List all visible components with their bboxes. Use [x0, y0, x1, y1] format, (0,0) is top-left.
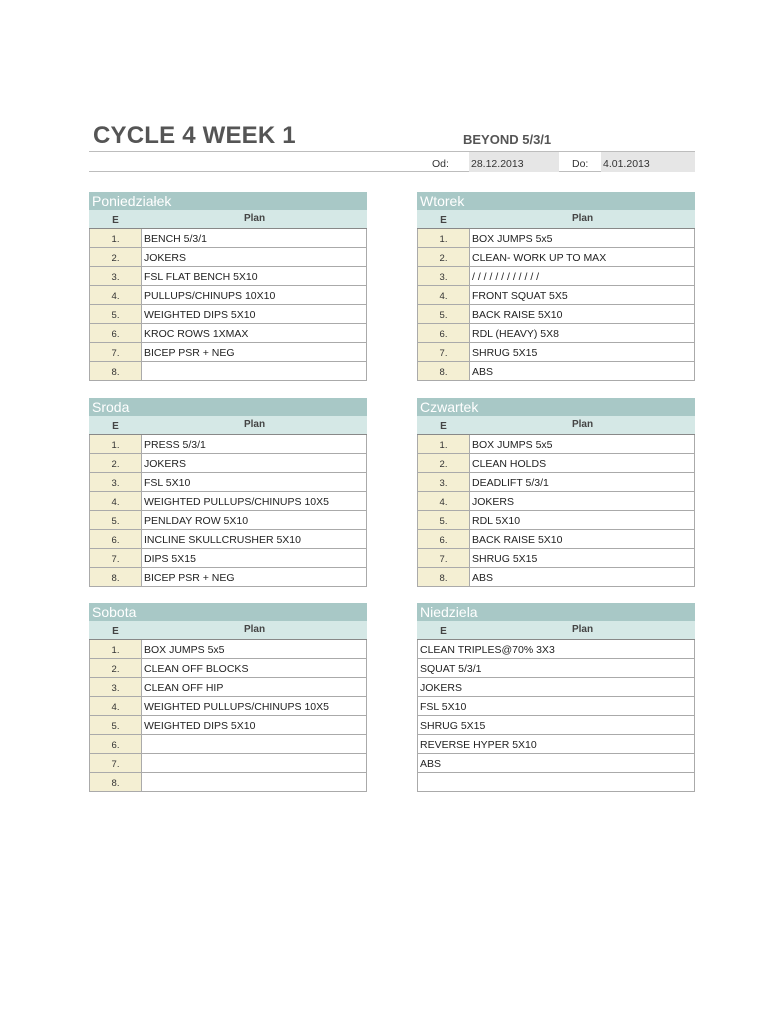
plan-cell[interactable]: PENLDAY ROW 5X10: [142, 511, 367, 529]
row-number-cell[interactable]: 7.: [89, 549, 142, 567]
row-number-cell[interactable]: 5.: [89, 305, 142, 323]
column-header-plan: Plan: [571, 624, 594, 635]
row-number-cell[interactable]: 5.: [89, 716, 142, 734]
plan-cell[interactable]: CLEAN TRIPLES@70% 3X3: [417, 640, 695, 658]
plan-cell[interactable]: ABS: [470, 568, 695, 586]
row-number-cell[interactable]: 1.: [89, 435, 142, 453]
table-row: [89, 530, 367, 549]
column-header-plan: Plan: [243, 624, 266, 635]
table-row: [89, 267, 367, 286]
plan-cell[interactable]: [417, 773, 695, 791]
plan-cell[interactable]: DIPS 5X15: [142, 549, 367, 567]
column-header-e: E: [440, 215, 447, 226]
row-number-cell[interactable]: 1.: [89, 229, 142, 247]
plan-cell[interactable]: JOKERS: [417, 678, 695, 696]
table-row: [417, 678, 695, 697]
table-row: [89, 286, 367, 305]
column-header-plan: Plan: [571, 213, 594, 224]
day-name-header: Wtorek: [417, 192, 695, 210]
row-number-cell[interactable]: 3.: [417, 267, 470, 285]
day-name-header: Sroda: [89, 398, 367, 416]
table-row: [89, 324, 367, 343]
plan-cell[interactable]: SQUAT 5/3/1: [417, 659, 695, 677]
table-row: [89, 492, 367, 511]
column-header-row: [89, 416, 367, 435]
table-row: [417, 511, 695, 530]
row-number-cell[interactable]: 3.: [89, 267, 142, 285]
plan-cell[interactable]: WEIGHTED DIPS 5X10: [142, 716, 367, 734]
day-block-tuesday: [417, 192, 695, 381]
table-row: [89, 511, 367, 530]
date-range-row: [89, 152, 695, 172]
table-row: [417, 229, 695, 248]
row-number-cell[interactable]: 2.: [89, 454, 142, 472]
table-row: [417, 568, 695, 587]
start-date-value[interactable]: 28.12.2013: [469, 152, 559, 172]
end-date-value[interactable]: 4.01.2013: [601, 152, 695, 172]
row-number-cell[interactable]: 7.: [417, 549, 470, 567]
column-header-plan: Plan: [243, 419, 266, 430]
table-row: [89, 659, 367, 678]
plan-cell[interactable]: BENCH 5/3/1: [142, 229, 367, 247]
plan-cell[interactable]: / / / / / / / / / / / /: [470, 267, 695, 285]
row-number-cell[interactable]: 5.: [417, 305, 470, 323]
row-number-cell[interactable]: 6.: [89, 530, 142, 548]
plan-cell[interactable]: WEIGHTED PULLUPS/CHINUPS 10X5: [142, 492, 367, 510]
plan-cell[interactable]: RDL (HEAVY) 5X8: [470, 324, 695, 342]
plan-cell[interactable]: FSL 5X10: [142, 473, 367, 491]
plan-cell[interactable]: [142, 754, 367, 772]
table-row: [89, 549, 367, 568]
plan-cell[interactable]: BACK RAISE 5X10: [470, 530, 695, 548]
table-row: [417, 435, 695, 454]
table-row: [417, 473, 695, 492]
plan-cell[interactable]: BACK RAISE 5X10: [470, 305, 695, 323]
table-row: [417, 248, 695, 267]
table-row: [89, 473, 367, 492]
plan-cell[interactable]: INCLINE SKULLCRUSHER 5X10: [142, 530, 367, 548]
start-date-label: Od:: [432, 158, 449, 170]
column-header-plan: Plan: [243, 213, 266, 224]
row-number-cell[interactable]: 5.: [417, 511, 470, 529]
row-number-cell[interactable]: 8.: [89, 362, 142, 380]
day-name-header: Czwartek: [417, 398, 695, 416]
day-block-thursday: [417, 398, 695, 587]
table-row: [417, 754, 695, 773]
plan-cell[interactable]: [142, 735, 367, 753]
row-number-cell[interactable]: 1.: [89, 640, 142, 658]
plan-cell[interactable]: KROC ROWS 1XMAX: [142, 324, 367, 342]
plan-cell[interactable]: CLEAN- WORK UP TO MAX: [470, 248, 695, 266]
day-block-monday: [89, 192, 367, 381]
row-number-cell[interactable]: 4.: [417, 492, 470, 510]
day-block-wednesday: [89, 398, 367, 587]
day-name-header: Niedziela: [417, 603, 695, 621]
table-row: [89, 305, 367, 324]
column-header-row: [417, 210, 695, 229]
table-row: [417, 343, 695, 362]
row-number-cell[interactable]: 5.: [89, 511, 142, 529]
table-row: [417, 305, 695, 324]
plan-cell[interactable]: ABS: [417, 754, 695, 772]
day-block-saturday: [89, 603, 367, 792]
plan-cell[interactable]: JOKERS: [142, 248, 367, 266]
column-header-e: E: [440, 626, 447, 637]
row-number-cell[interactable]: 8.: [89, 568, 142, 586]
column-header-plan: Plan: [571, 419, 594, 430]
table-row: [89, 697, 367, 716]
table-row: [89, 454, 367, 473]
column-header-e: E: [112, 421, 119, 432]
row-number-cell[interactable]: 8.: [89, 773, 142, 791]
plan-cell[interactable]: BOX JUMPS 5x5: [142, 640, 367, 658]
day-name-header: Sobota: [89, 603, 367, 621]
row-number-cell[interactable]: 4.: [89, 492, 142, 510]
column-header-row: [417, 621, 695, 640]
table-row: [89, 773, 367, 792]
plan-cell[interactable]: PRESS 5/3/1: [142, 435, 367, 453]
row-number-cell[interactable]: 7.: [417, 343, 470, 361]
plan-cell[interactable]: JOKERS: [142, 454, 367, 472]
plan-cell[interactable]: [142, 362, 367, 380]
row-number-cell[interactable]: 2.: [417, 454, 470, 472]
row-number-cell[interactable]: 6.: [89, 735, 142, 753]
plan-cell[interactable]: BICEP PSR + NEG: [142, 343, 367, 361]
plan-cell[interactable]: WEIGHTED DIPS 5X10: [142, 305, 367, 323]
column-header-e: E: [112, 626, 119, 637]
page-title: CYCLE 4 WEEK 1: [93, 122, 296, 149]
table-row: [89, 435, 367, 454]
plan-cell[interactable]: SHRUG 5X15: [470, 343, 695, 361]
plan-cell[interactable]: WEIGHTED PULLUPS/CHINUPS 10X5: [142, 697, 367, 715]
table-row: [89, 754, 367, 773]
row-number-cell[interactable]: 7.: [89, 754, 142, 772]
row-number-cell[interactable]: 8.: [417, 568, 470, 586]
table-row: [417, 362, 695, 381]
plan-cell[interactable]: FRONT SQUAT 5X5: [470, 286, 695, 304]
row-number-cell[interactable]: 2.: [417, 248, 470, 266]
day-name-header: Poniedziałek: [89, 192, 367, 210]
row-number-cell[interactable]: 3.: [89, 678, 142, 696]
table-row: [417, 286, 695, 305]
table-row: [417, 267, 695, 286]
row-number-cell[interactable]: 6.: [89, 324, 142, 342]
program-subtitle: BEYOND 5/3/1: [463, 132, 552, 147]
row-number-cell[interactable]: 2.: [89, 248, 142, 266]
row-number-cell[interactable]: 7.: [89, 343, 142, 361]
plan-cell[interactable]: PULLUPS/CHINUPS 10X10: [142, 286, 367, 304]
row-number-cell[interactable]: 4.: [89, 286, 142, 304]
row-number-cell[interactable]: 6.: [417, 530, 470, 548]
table-row: [89, 568, 367, 587]
plan-cell[interactable]: DEADLIFT 5/3/1: [470, 473, 695, 491]
plan-cell[interactable]: FSL FLAT BENCH 5X10: [142, 267, 367, 285]
plan-cell[interactable]: RDL 5X10: [470, 511, 695, 529]
table-row: [417, 530, 695, 549]
plan-cell[interactable]: JOKERS: [470, 492, 695, 510]
table-row: [417, 697, 695, 716]
day-block-sunday: [417, 603, 695, 792]
plan-cell[interactable]: FSL 5X10: [417, 697, 695, 715]
plan-cell[interactable]: [142, 773, 367, 791]
table-row: [89, 229, 367, 248]
table-row: [417, 773, 695, 792]
column-header-row: [89, 210, 367, 229]
plan-cell[interactable]: SHRUG 5X15: [470, 549, 695, 567]
row-number-cell[interactable]: 3.: [417, 473, 470, 491]
table-row: [417, 640, 695, 659]
plan-cell[interactable]: SHRUG 5X15: [417, 716, 695, 734]
table-row: [417, 492, 695, 511]
table-row: [417, 324, 695, 343]
table-row: [89, 640, 367, 659]
table-row: [89, 716, 367, 735]
plan-cell[interactable]: REVERSE HYPER 5X10: [417, 735, 695, 753]
table-row: [89, 678, 367, 697]
row-number-cell[interactable]: 4.: [89, 697, 142, 715]
end-date-label: Do:: [572, 158, 589, 170]
row-number-cell[interactable]: 1.: [417, 229, 470, 247]
table-row: [417, 735, 695, 754]
row-number-cell[interactable]: 4.: [417, 286, 470, 304]
column-header-e: E: [112, 215, 119, 226]
row-number-cell[interactable]: 1.: [417, 435, 470, 453]
table-row: [89, 362, 367, 381]
row-number-cell[interactable]: 3.: [89, 473, 142, 491]
row-number-cell[interactable]: 2.: [89, 659, 142, 677]
row-number-cell[interactable]: 8.: [417, 362, 470, 380]
table-row: [417, 659, 695, 678]
table-row: [417, 454, 695, 473]
table-row: [89, 343, 367, 362]
table-row: [89, 735, 367, 754]
plan-cell[interactable]: BOX JUMPS 5x5: [470, 229, 695, 247]
table-row: [417, 716, 695, 735]
row-number-cell[interactable]: 6.: [417, 324, 470, 342]
table-row: [89, 248, 367, 267]
table-row: [417, 549, 695, 568]
column-header-e: E: [440, 421, 447, 432]
plan-cell[interactable]: CLEAN HOLDS: [470, 454, 695, 472]
plan-cell[interactable]: BICEP PSR + NEG: [142, 568, 367, 586]
plan-cell[interactable]: CLEAN OFF BLOCKS: [142, 659, 367, 677]
column-header-row: [89, 621, 367, 640]
plan-cell[interactable]: CLEAN OFF HIP: [142, 678, 367, 696]
plan-cell[interactable]: BOX JUMPS 5x5: [470, 435, 695, 453]
plan-cell[interactable]: ABS: [470, 362, 695, 380]
column-header-row: [417, 416, 695, 435]
